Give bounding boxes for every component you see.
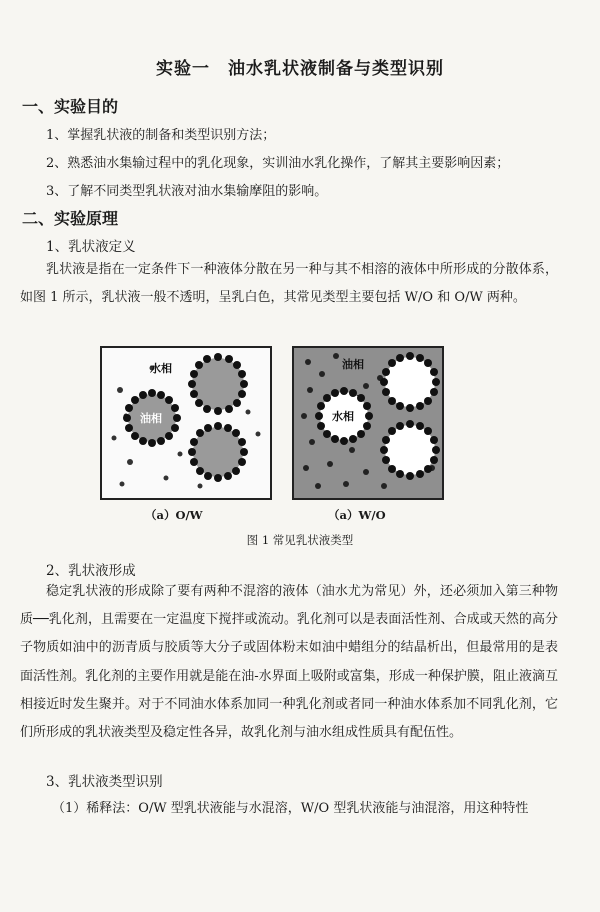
purpose-item-3: 3、了解不同类型乳状液对油水集输摩阻的影响。 [46,184,328,199]
paragraph-definition: 乳状液是指在一定条件下一种液体分散在另一种与其不相溶的液体中所形成的分散体系，如图 1 所示，乳状液一般不透明，呈乳白色，其常见类型主要包括 W/O 和 O/W 两种。 [20,262,558,306]
wo-inner-phase-label: 水相 [332,410,354,423]
subheading-formation: 2、乳状液形成 [46,563,136,579]
paragraph-formation: 稳定乳状液的形成除了要有两种不混溶的液体（油水尤为常见）外，还必须加入第三种物质──乳化剂，且需要在一定温度下搅拌或流动。乳化剂可以是表面活性剂、合成或天然的高分子物质如油中的沥青质与胶质等大分子或固体粉末如油中蜡组分的结晶析出，但最常用的是表面活性剂。乳化剂的主要作用就是能在油-水界面上吸附或富集，形成一种保护膜，阻止液滴互相接近时发生聚并。对于不同油水体系加同一种乳化剂或者同一种油水体系加不同乳化剂，它们所形成的乳状液类型及稳定性各异，故乳化剂与油水组成性质具有配伍性。 [20,584,558,741]
subheading-identification: 3、乳状液类型识别 [46,774,163,790]
figure-caption-ow: （a）O/W [145,508,203,522]
figure-caption-wo: （a）W/O [328,508,386,522]
ow-outer-phase-label: 水相 [150,362,172,375]
figure-wo-diagram [292,346,444,500]
wo-outer-phase-label: 油相 [342,358,364,371]
figure-title: 图 1 常见乳状液类型 [246,533,354,547]
ow-inner-phase-label: 油相 [140,412,162,425]
paragraph-dilution-method: （1）稀释法：O/W 型乳状液能与水混溶，W/O 型乳状液能与油混溶，用这种特性 [52,801,529,816]
subheading-definition: 1、乳状液定义 [46,239,136,255]
figure-ow-diagram [100,346,272,500]
purpose-item-1: 1、掌握乳状液的制备和类型识别方法； [46,128,276,143]
section-heading-purpose: 一、实验目的 [22,97,119,116]
section-heading-principle: 二、实验原理 [22,209,119,228]
purpose-item-2: 2、熟悉油水集输过程中的乳化现象，实训油水乳化操作，了解其主要影响因素； [46,156,510,171]
page-title: 实验一 油水乳状液制备与类型识别 [156,59,444,79]
